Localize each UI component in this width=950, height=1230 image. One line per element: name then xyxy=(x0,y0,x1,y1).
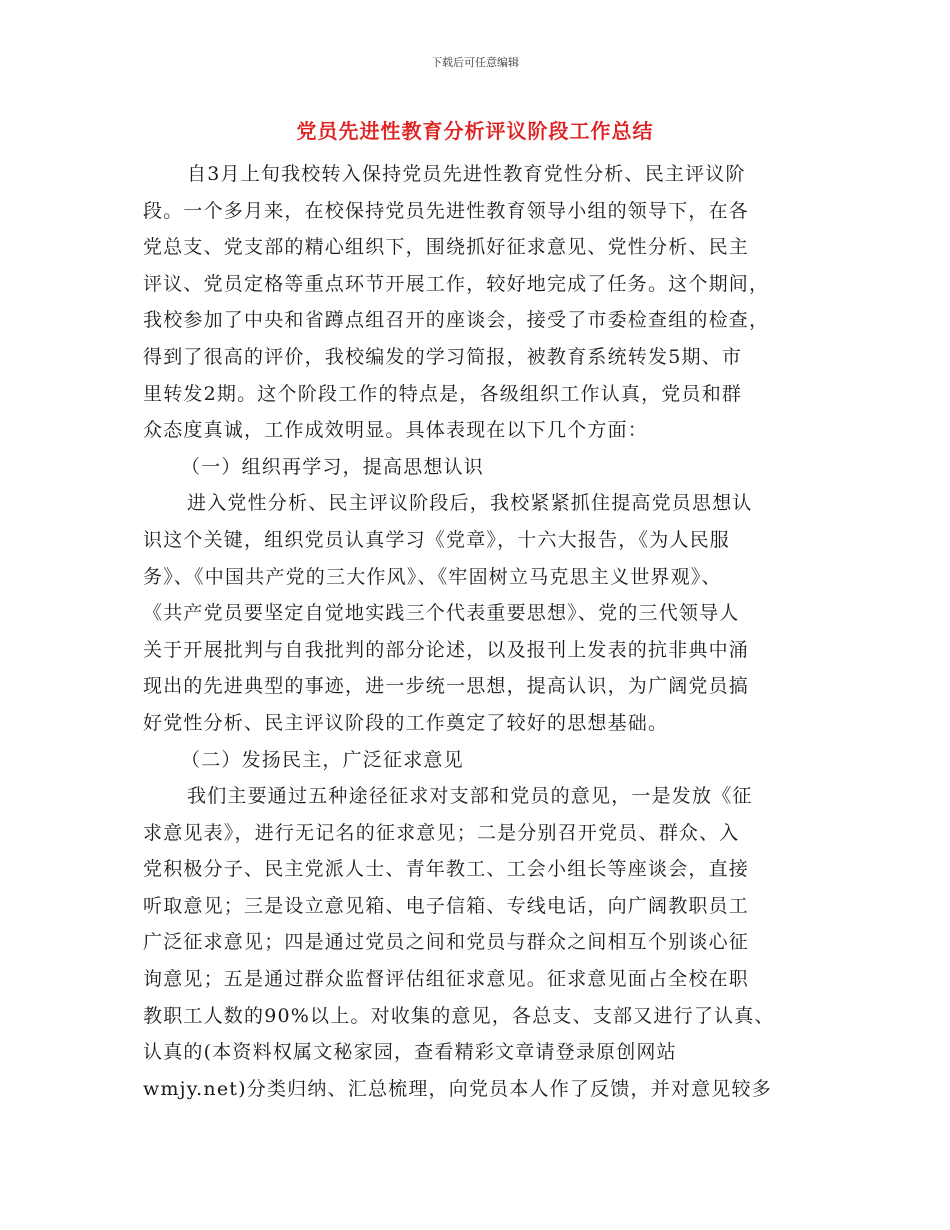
paragraph-line: 广泛征求意见；四是通过党员之间和党员与群众之间相互个别谈心征 xyxy=(143,931,750,954)
paragraph-line: 教职工人数的90%以上。对收集的意见，各总支、支部又进行了认真、 xyxy=(143,1004,775,1027)
paragraph-line: 我校参加了中央和省蹲点组召开的座谈会，接受了市委检查组的检查， xyxy=(143,309,770,332)
section-heading: （一）组织再学习，提高思想认识 xyxy=(181,455,485,478)
paragraph-line: wmjy.net)分类归纳、汇总梳理，向党员本人作了反馈，并对意见较多 xyxy=(143,1077,772,1100)
paragraph-line: 党积极分子、民主党派人士、青年教工、工会小组长等座谈会，直接 xyxy=(143,858,750,881)
paragraph-line: 段。一个多月来，在校保持党员先进性教育领导小组的领导下，在各 xyxy=(143,199,750,222)
paragraph-line: 现出的先进典型的事迹，进一步统一思想，提高认识，为广阔党员搞 xyxy=(143,675,750,698)
paragraph-line: 进入党性分析、民主评议阶段后，我校紧紧抓住提高党员思想认 xyxy=(187,492,753,515)
document-title: 党员先进性教育分析评议阶段工作总结 xyxy=(296,119,654,143)
paragraph-line: 自3月上旬我校转入保持党员先进性教育党性分析、民主评议阶 xyxy=(187,163,746,185)
paragraph-line: 认真的(本资料权属文秘家园，查看精彩文章请登录原创网站 xyxy=(143,1041,677,1064)
paragraph-line: 求意见表》，进行无记名的征求意见；二是分别召开党员、群众、入 xyxy=(143,821,740,844)
document-body xyxy=(143,156,807,1107)
header-note: 下载后可任意编辑 xyxy=(431,56,519,69)
paragraph-line: 得到了很高的评价，我校编发的学习简报，被教育系统转发5期、市 xyxy=(143,345,743,368)
paragraph-line: 识这个关键，组织党员认真学习《党章》，十六大报告，《为人民服 xyxy=(143,528,731,551)
paragraph-line: 好党性分析、民主评议阶段的工作奠定了较好的思想基础。 xyxy=(143,711,669,734)
paragraph-line: 务》、《中国共产党的三大作风》、《牢固树立马克思主义世界观》、 xyxy=(143,565,722,588)
paragraph-line: 《共产党员要坚定自觉地实践三个代表重要思想》、党的三代领导人 xyxy=(143,602,740,625)
paragraph-line: 评议、党员定格等重点环节开展工作，较好地完成了任务。这个期间， xyxy=(143,272,770,295)
paragraph-line: 我们主要通过五种途径征求对支部和党员的意见，一是发放《征 xyxy=(187,785,753,808)
section-heading: （二）发扬民主，广泛征求意见 xyxy=(181,748,464,771)
paragraph-line: 党总支、党支部的精心组织下，围绕抓好征求意见、党性分析、民主 xyxy=(143,236,750,259)
paragraph-line: 询意见；五是通过群众监督评估组征求意见。征求意见面占全校在职 xyxy=(143,968,750,991)
paragraph-line: 关于开展批判与自我批判的部分论述，以及报刊上发表的抗非典中涌 xyxy=(143,638,750,661)
paragraph-line: 听取意见；三是设立意见箱、电子信箱、专线电话，向广阔教职员工 xyxy=(143,894,750,917)
paragraph-line: 里转发2期。这个阶段工作的特点是，各级组织工作认真，党员和群 xyxy=(143,382,743,405)
paragraph-line: 众态度真诚，工作成效明显。具体表现在以下几个方面： xyxy=(143,419,649,442)
